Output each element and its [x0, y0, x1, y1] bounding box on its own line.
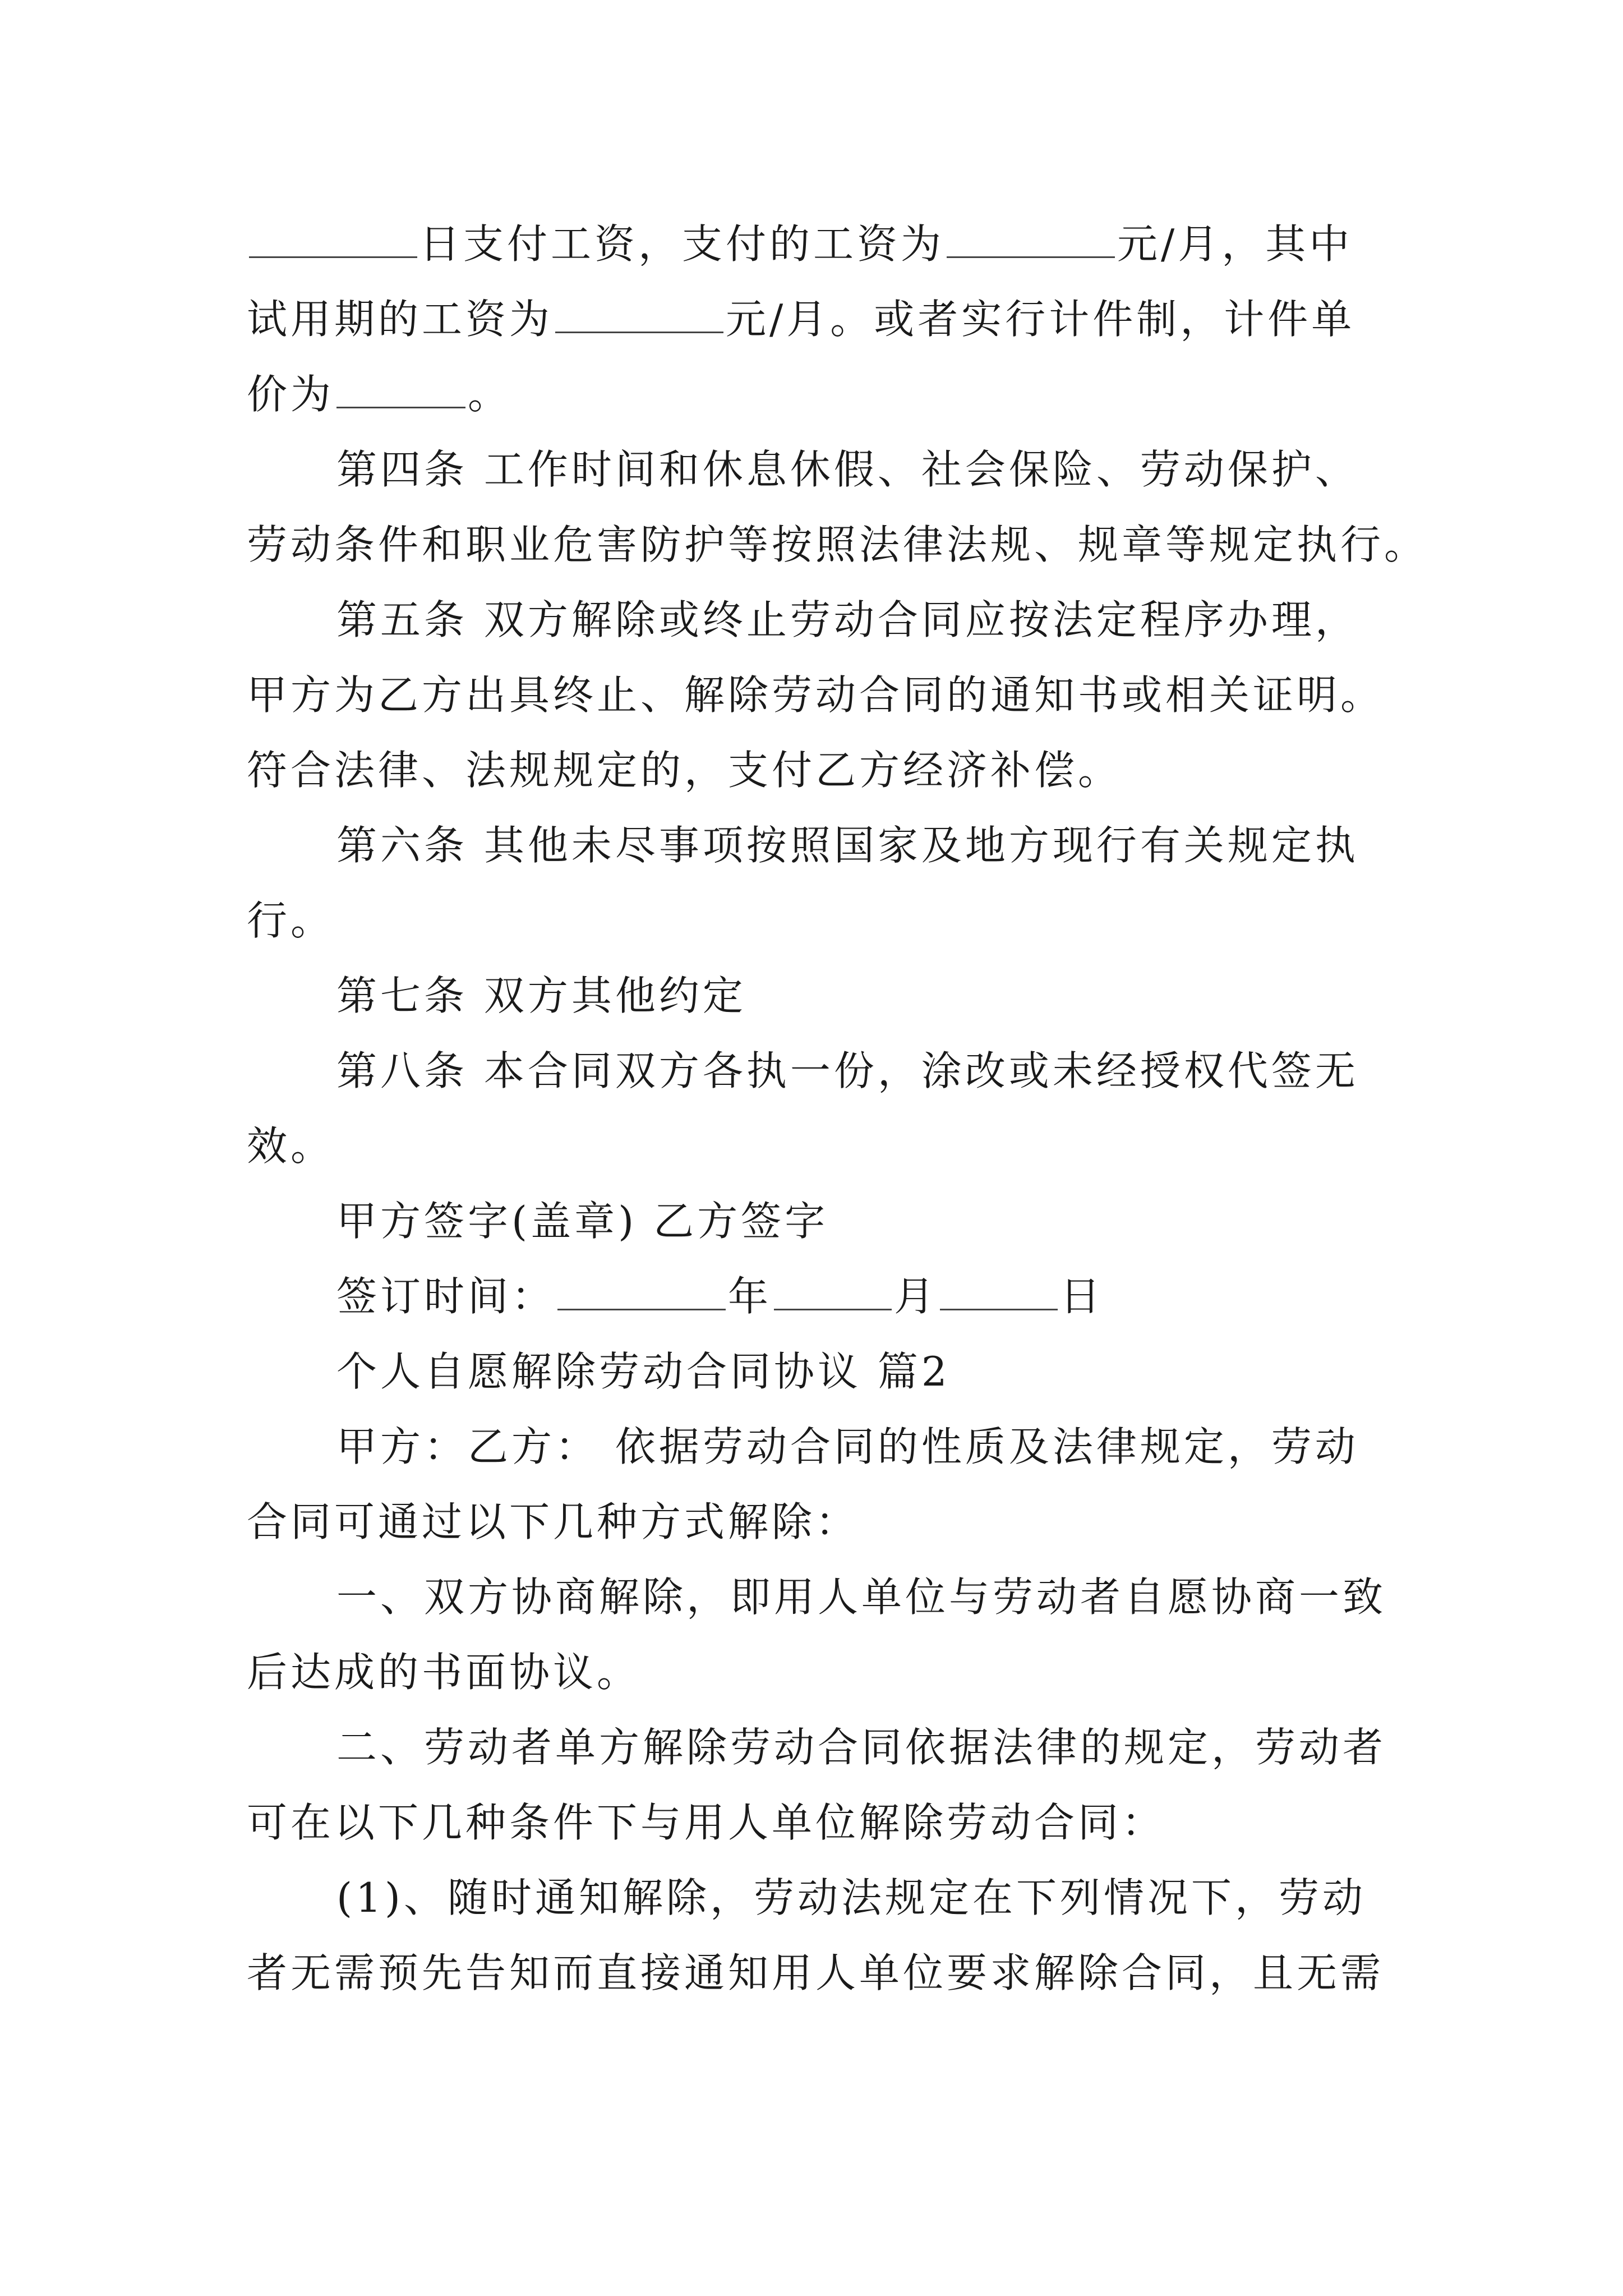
- month-field[interactable]: [774, 1274, 892, 1310]
- intro-line-2: 合同可通过以下几种方式解除：: [247, 1498, 860, 1545]
- article-5-line-1: 第五条 双方解除或终止劳动合同应按法定程序办理，: [336, 596, 1359, 643]
- text: 。: [468, 371, 512, 418]
- wage-line-3: [247, 364, 1385, 425]
- article-4-line-1: 第四条 工作时间和休息休假、社会保险、劳动保护、: [336, 446, 1359, 493]
- item-three-line-2: 者无需预先告知而直接通知用人单位要求解除合同，且无需: [247, 1949, 1385, 1996]
- item-three-line-1: (1)、随时通知解除，劳动法规定在下列情况下，劳动: [336, 1874, 1366, 1921]
- item-one-line-2: 后达成的书面协议。: [247, 1649, 641, 1696]
- blank-field[interactable]: [336, 372, 465, 408]
- blank-field[interactable]: [249, 222, 417, 258]
- intro-line-1: 甲方：乙方： 依据劳动合同的性质及法律规定，劳动: [336, 1423, 1359, 1470]
- article-5-line-3: 符合法律、法规规定的，支付乙方经济补偿。: [247, 747, 1122, 794]
- day-field[interactable]: [940, 1274, 1058, 1310]
- text: 日: [1060, 1273, 1104, 1320]
- item-two-line-2: 可在以下几种条件下与用人单位解除劳动合同：: [247, 1799, 1166, 1846]
- text: 日支付工资，支付的工资为: [419, 220, 945, 268]
- signing-date-line: [336, 1266, 1385, 1327]
- article-8-line-1: 第八条 本合同双方各执一份，涂改或未经授权代签无: [336, 1047, 1359, 1094]
- section-heading: 个人自愿解除劳动合同协议 篇2: [336, 1348, 951, 1395]
- article-8-line-2: 效。: [247, 1122, 335, 1170]
- text: 年: [728, 1273, 772, 1320]
- article-6-line-2: 行。: [247, 897, 335, 944]
- date-label: 签订时间：: [336, 1273, 556, 1320]
- item-one-line-1: 一、双方协商解除，即用人单位与劳动者自愿协商一致: [336, 1573, 1387, 1621]
- text: 月: [894, 1273, 938, 1320]
- item-two-line-1: 二、劳动者单方解除劳动合同依据法律的规定，劳动者: [336, 1724, 1387, 1771]
- article-4-line-2: 劳动条件和职业危害防护等按照法律法规、规章等规定执行。: [247, 521, 1428, 568]
- wage-line-1: [247, 213, 1385, 275]
- text: 元/月。或者实行计件制，计件单: [726, 296, 1355, 343]
- year-field[interactable]: [557, 1274, 726, 1310]
- article-5-line-2: 甲方为乙方出具终止、解除劳动合同的通知书或相关证明。: [247, 671, 1385, 719]
- text: 元/月，其中: [1117, 220, 1353, 268]
- text: 价为: [247, 371, 335, 418]
- blank-field[interactable]: [947, 222, 1115, 258]
- article-7: 第七条 双方其他约定: [336, 972, 746, 1019]
- signature-line: 甲方签字(盖章) 乙方签字: [336, 1198, 829, 1245]
- blank-field[interactable]: [555, 297, 723, 333]
- wage-line-2: [247, 288, 1385, 350]
- text: 试用期的工资为: [247, 296, 554, 343]
- article-6-line-1: 第六条 其他未尽事项按照国家及地方现行有关规定执: [336, 822, 1359, 869]
